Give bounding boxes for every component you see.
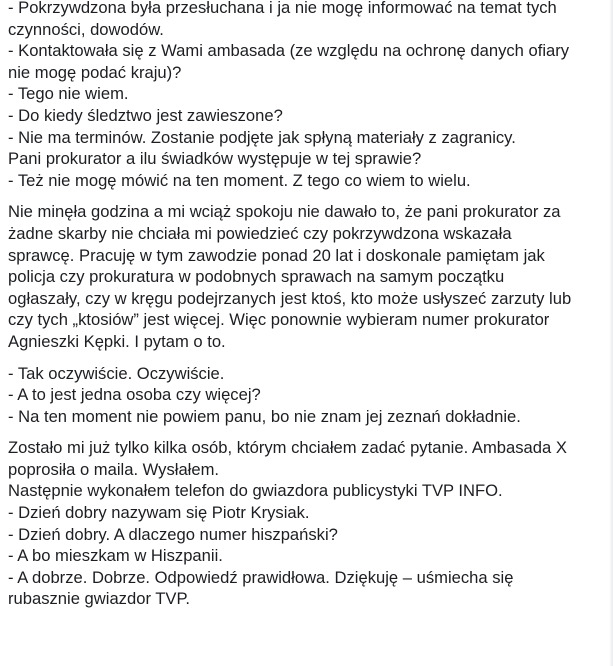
text-line: - Do kiedy śledztwo jest zawieszone?	[8, 105, 283, 125]
text-line: nie mogę podać kraju)?	[8, 62, 182, 82]
text-line: Zostało mi już tylko kilka osób, którym chciałem zadać pytanie. Ambasada X	[8, 438, 567, 458]
text-line: - A dobrze. Dobrze. Odpowiedź prawidłowa. Dziękuję – uśmiecha się	[8, 567, 514, 587]
text-line: - A bo mieszkam w Hiszpanii.	[8, 546, 223, 566]
text-line: - Nie ma terminów. Zostanie podjęte jak spłyną materiały z zagranicy.	[8, 127, 516, 147]
text-line: - Tak oczywiście. Oczywiście.	[8, 363, 225, 383]
text-line: czy tych „ktosiów” jest więcej. Więc ponownie wybieram numer prokurator	[8, 310, 550, 330]
text-line: - A to jest jedna osoba czy więcej?	[8, 385, 261, 405]
article-body	[8, 0, 608, 666]
paragraph-narration	[8, 201, 608, 352]
text-line: - Dzień dobry nazywam się Piotr Krysiak.	[8, 503, 310, 523]
text-line: - Też nie mogę mówić na ten moment. Z tego co wiem to wielu.	[8, 170, 471, 190]
text-line: rubasznie gwiazdor TVP.	[8, 589, 191, 609]
text-line: Następnie wykonałem telefon do gwiazdora publicystyki TVP INFO.	[8, 481, 503, 501]
paragraph-dialogue-tvp	[8, 437, 608, 610]
right-edge-shadow	[609, 0, 613, 666]
text-line: - Dzień dobry. A dlaczego numer hiszpański?	[8, 524, 338, 544]
text-line: - Pokrzywdzona była przesłuchana i ja nie mogę informować na temat tych	[8, 0, 557, 17]
text-line: Nie minęła godzina a mi wciąż spokoju nie dawało to, że pani prokurator za	[8, 202, 561, 222]
text-line: Agnieszki Kępki. I pytam o to.	[8, 331, 226, 351]
text-line: żadne skarby nie chciała mi powiedzieć czy pokrzywdzona wskazała	[8, 223, 512, 243]
text-line: policja czy prokuratura w podobnych sprawach na samym początku	[8, 267, 505, 287]
text-line: czynności, dowodów.	[8, 19, 164, 39]
paragraph-dialogue-prosecutor	[8, 0, 608, 191]
text-line: sprawcę. Pracuję w tym zawodzie ponad 20 lat i doskonale pamiętam jak	[8, 245, 545, 265]
text-line: - Kontaktowała się z Wami ambasada (ze względu na ochronę danych ofiary	[8, 41, 570, 61]
text-line: - Na ten moment nie powiem panu, bo nie znam jej zeznań dokładnie.	[8, 406, 521, 426]
text-line: - Tego nie wiem.	[8, 84, 129, 104]
text-line: Pani prokurator a ilu świadków występuje w tej sprawie?	[8, 149, 422, 169]
text-line: poprosiła o maila. Wysłałem.	[8, 459, 220, 479]
paragraph-dialogue-followup	[8, 363, 608, 428]
text-line: ogłaszały, czy w kręgu podejrzanych jest ktoś, kto może usłyszeć zarzuty lub	[8, 288, 572, 308]
